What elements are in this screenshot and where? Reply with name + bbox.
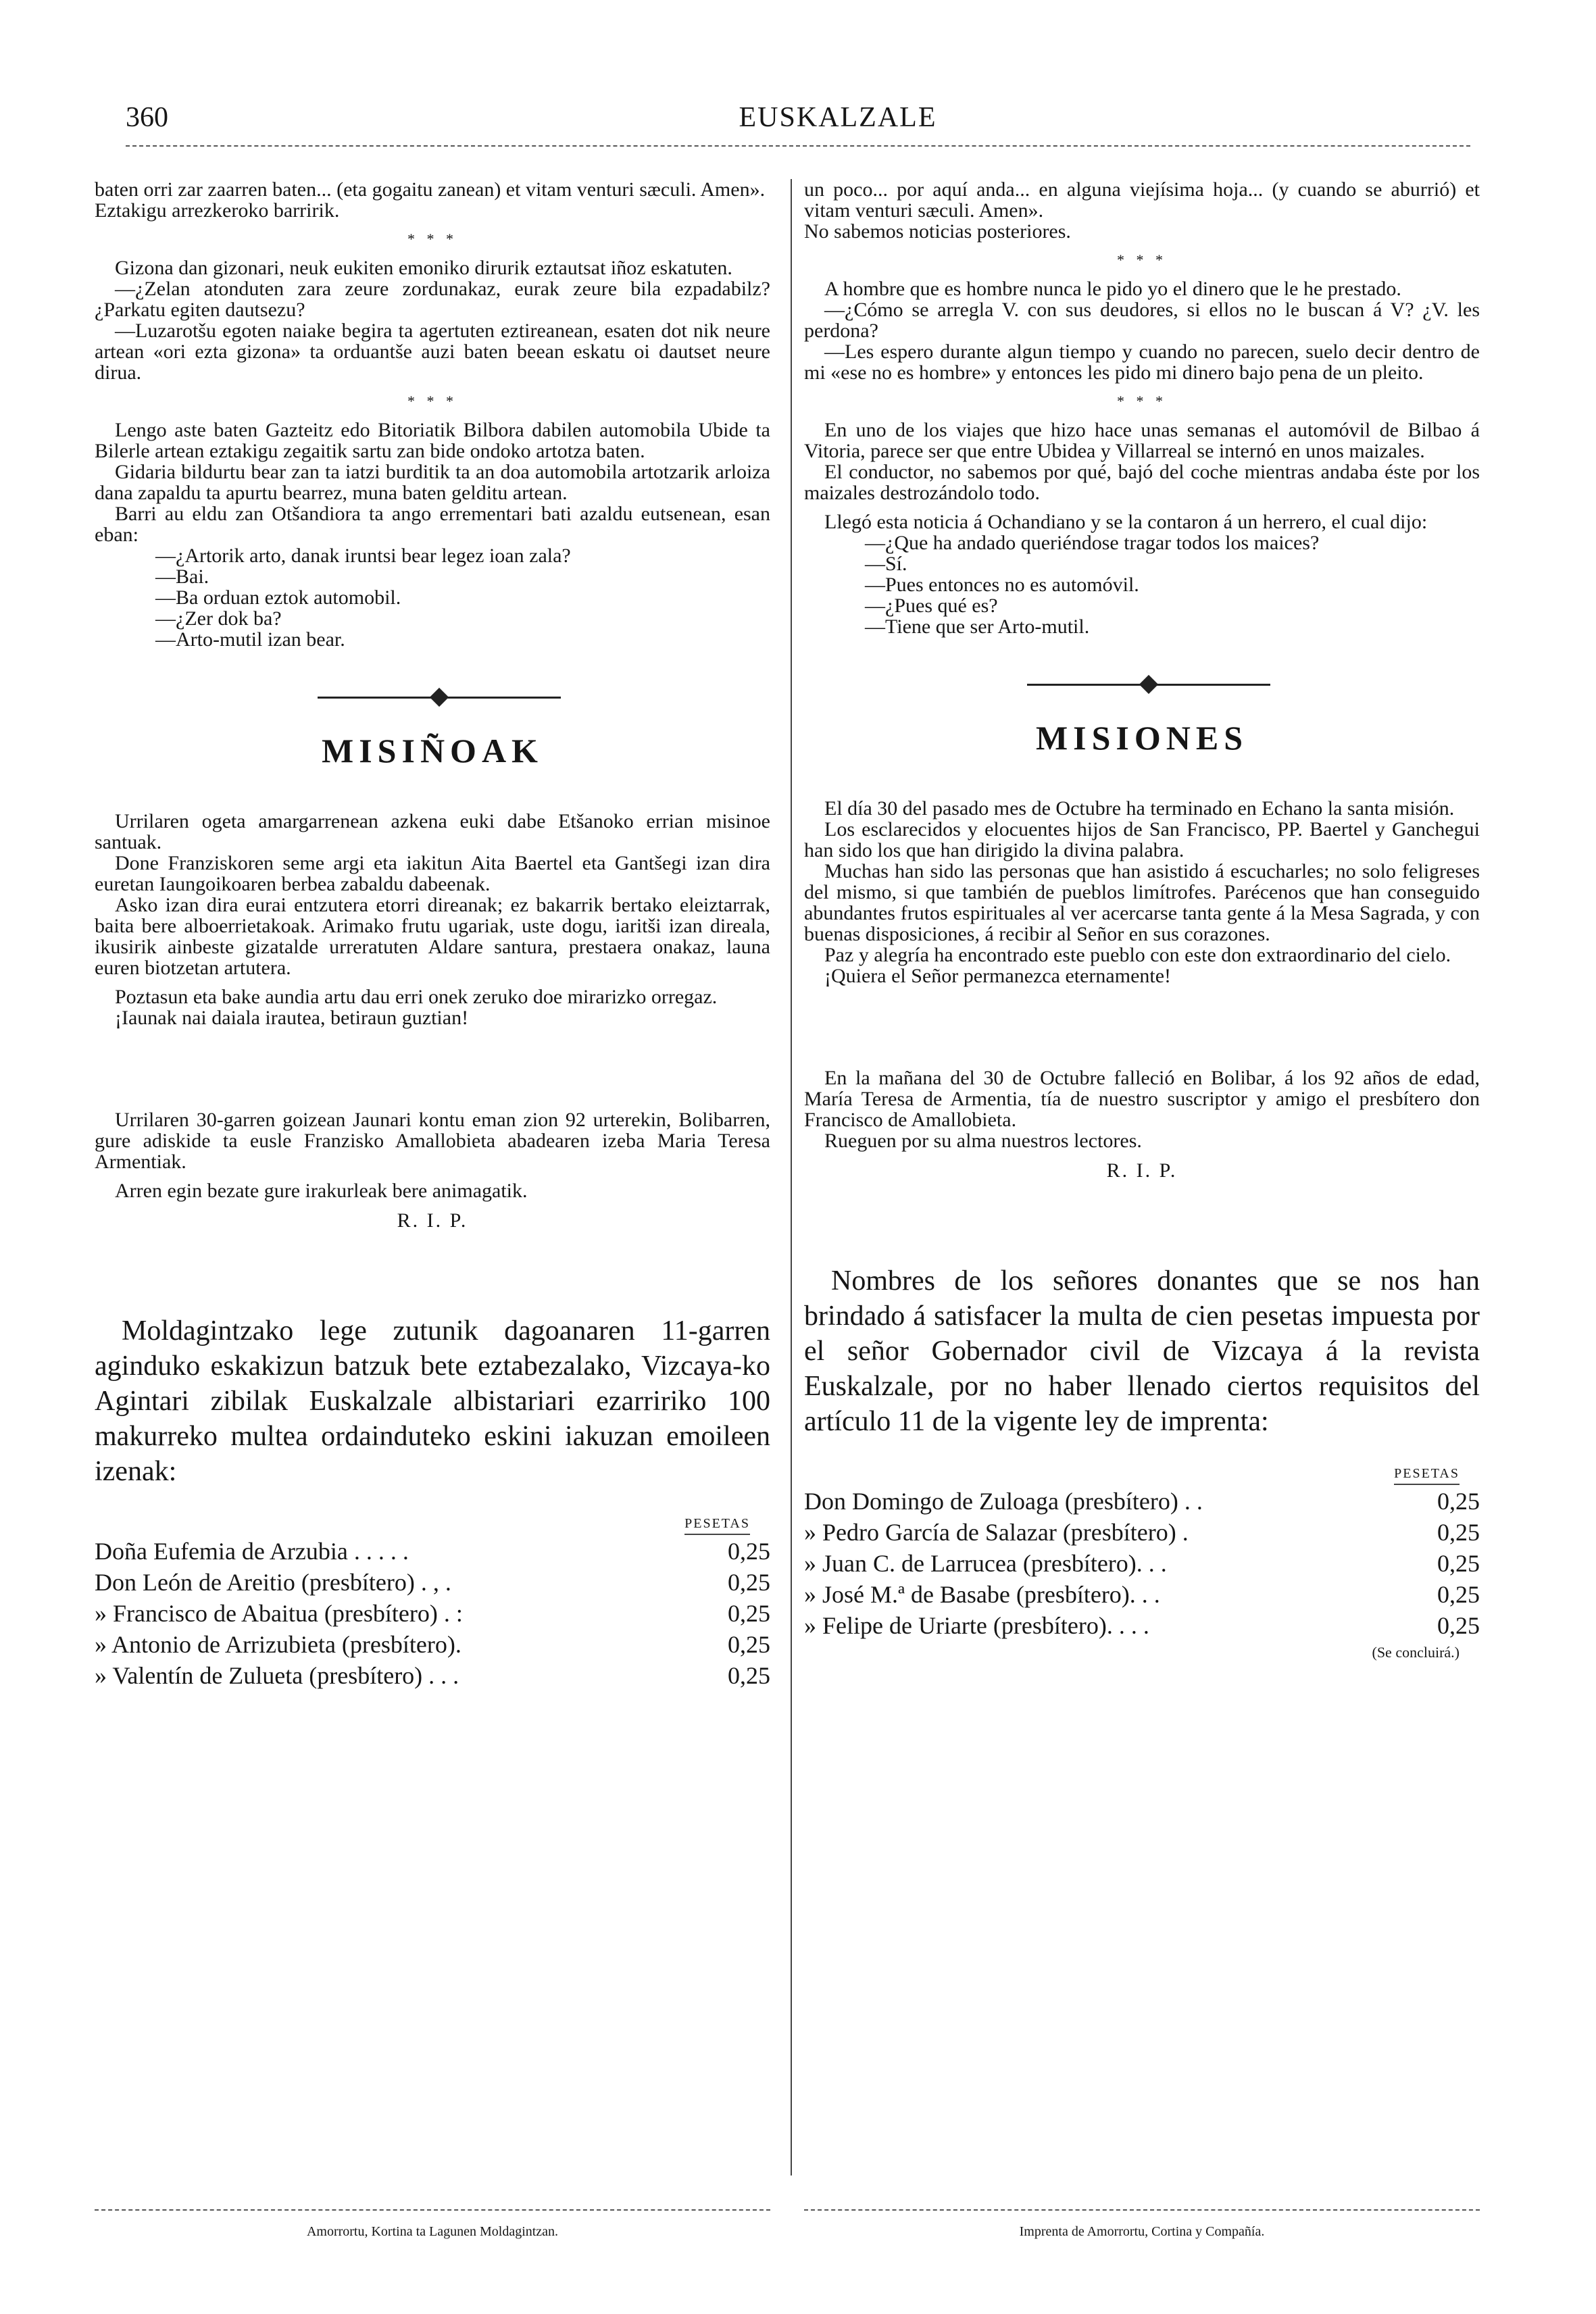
section-stars: * * * — [407, 393, 457, 409]
paragraph: En uno de los viajes que hizo hace unas semanas el automóvil de Bilbao á Vitoria, parece ser que entre Ubidea y Villarreal se internó en unos maizales. — [804, 419, 1480, 462]
dialog-line: —Ba orduan eztok automobil. — [155, 586, 401, 609]
donors-intro: Nombres de los señores donantes que se nos han brindado á satisfacer la multa de cien pesetas impuesta por el señor Gobernador civil de Vizcaya á la revista Euskalzale, por no haber llenado ciertos requisitos del artículo 11 de la vigente ley de imprenta: — [804, 1265, 1480, 1437]
paragraph: Urrilaren ogeta amargarrenean azkena euki dabe Etšanoko errian misinoe santuak. — [95, 810, 770, 853]
paragraph: un poco... por aquí anda... en alguna viejísima hoja... (y cuando se aburrió) et vitam venturi sæculi. Amen». — [804, 178, 1480, 222]
paragraph: baten orri zar zaarren baten... (eta gogaitu zanean) et vitam venturi sæculi. Amen». — [95, 178, 766, 201]
paragraph: Muchas han sido las personas que han asistido á escucharles; no solo feligreses del mismo, si que también de pueblos limítrofes. Parécenos que han conseguido abundantes frutos espirituales al ver acercarse tanta gente á la Mesa Sagrada, y con buenas disposiciones, á recibir al Señor en sus corazones. — [804, 860, 1480, 945]
donor-row: » Juan C. de Larrucea (presbítero). . . 0,25 — [804, 1550, 1480, 1577]
section-stars: * * * — [407, 230, 457, 247]
paragraph: Gizona dan gizonari, neuk eukiten emoniko dirurik eztautsat iñoz eskatuten. — [115, 257, 732, 279]
dialog-line: —Bai. — [155, 565, 209, 588]
paragraph: Llegó esta noticia á Ochandiano y se la contaron á un herrero, el cual dijo: — [824, 511, 1428, 533]
paragraph: No sabemos noticias posteriores. — [804, 220, 1071, 243]
running-head: EUSKALZALE — [739, 102, 937, 133]
ornament-divider — [804, 671, 1480, 698]
donor-row: » Antonio de Arrizubieta (presbítero). 0,25 — [95, 1631, 770, 1658]
dialog-line: —Arto-mutil izan bear. — [155, 628, 345, 651]
page-number: 360 — [126, 102, 168, 133]
dialog-line: —Sí. — [865, 553, 907, 575]
column-divider — [791, 179, 792, 2175]
paragraph: A hombre que es hombre nunca le pido yo el dinero que le he prestado. — [824, 278, 1401, 300]
paragraph: ¡Quiera el Señor permanezca eternamente! — [824, 965, 1172, 987]
dialog-line: —¿Que ha andado queriéndose tragar todos los maices? — [865, 532, 1320, 554]
paragraph: Gidaria bildurtu bear zan ta iatzi burditik ta an doa automobila artotzarik arloiza dana zapaldu ta apurtu bearrez, muna baten gelditu artean. — [95, 461, 770, 504]
paragraph: El conductor, no sabemos por qué, bajó del coche mientras andaba éste por los maizales destrozándolo todo. — [804, 461, 1480, 504]
paragraph: —¿Zelan atonduten zara zeure zordunakaz, eurak zeure bila ezpadabilz? ¿Parkatu egiten dautsezu? — [95, 278, 770, 321]
footer-rule — [95, 2209, 770, 2211]
pesetas-header: PESETAS — [95, 1516, 770, 1532]
paragraph: Eztakigu arrezkeroko barririk. — [95, 199, 340, 222]
dialog-line: —¿Artorik arto, danak iruntsi bear legez ioan zala? — [155, 545, 571, 567]
header-rule — [126, 145, 1470, 147]
ornament-divider — [95, 684, 770, 711]
dialog-line: —Tiene que ser Arto-mutil. — [865, 615, 1090, 638]
donor-row: Don Domingo de Zuloaga (presbítero) . . 0,25 — [804, 1488, 1480, 1515]
paragraph: El día 30 del pasado mes de Octubre ha terminado en Echano la santa misión. — [824, 797, 1455, 820]
donor-row: » Pedro García de Salazar (presbítero) . 0,25 — [804, 1519, 1480, 1546]
printer-imprint: Imprenta de Amorrortu, Cortina y Compañía. — [1019, 2224, 1265, 2239]
pesetas-header: PESETAS — [804, 1466, 1480, 1482]
dialog-line: —¿Zer dok ba? — [155, 607, 282, 630]
paragraph: Paz y alegría ha encontrado este pueblo con este don extraordinario del cielo. — [824, 944, 1451, 966]
donor-row: » Valentín de Zulueta (presbítero) . . . 0,25 — [95, 1662, 770, 1689]
paragraph: Poztasun eta bake aundia artu dau erri onek zeruko doe mirarizko orregaz. — [115, 986, 718, 1008]
paragraph: Lengo aste baten Gazteitz edo Bitoriatik Bilbora dabilen automobila Ubide ta Bilerle artean eztakigu zegaitik sartu zan bide ondoko artotza baten. — [95, 419, 770, 462]
paragraph: Rueguen por su alma nuestros lectores. — [824, 1130, 1142, 1152]
paragraph: —Luzarotšu egoten naiake begira ta agertuten eztireanean, esaten dot nik neure artean «ori ezta gizona» ta orduantše auzi baten beean eskatu oi dautset neure dirua. — [95, 320, 770, 384]
donor-row: » José M.ª de Basabe (presbítero). . . 0,25 — [804, 1581, 1480, 1608]
footer-rule — [804, 2209, 1480, 2211]
donors-intro: Moldagintzako lege zutunik dagoanaren 11-garren aginduko eskakizun batzuk bete eztabezalako, Vizcaya-ko Agintari zibilak Euskalzale albistariari ezarririko 100 makurreko multea ordainduteko eskini iakuzan emoileen izenak: — [95, 1315, 770, 1487]
right-column — [804, 179, 1480, 1661]
printer-imprint: Amorrortu, Kortina ta Lagunen Moldagintzan. — [306, 2224, 559, 2239]
donor-row: Doña Eufemia de Arzubia . . . . . 0,25 — [95, 1538, 770, 1565]
donor-row: » Francisco de Abaitua (presbítero) . : 0,25 — [95, 1600, 770, 1627]
continued-note: (Se concluirá.) — [1372, 1644, 1460, 1661]
paragraph: Arren egin bezate gure irakurleak bere animagatik. — [115, 1180, 528, 1202]
paragraph: —Les espero durante algun tiempo y cuando no parecen, suelo decir dentro de mi «ese no es hombre» y entonces les pido mi dinero bajo pena de un pleito. — [804, 341, 1480, 384]
section-title: MISIONES — [1035, 719, 1249, 757]
dialog-line: —¿Pues qué es? — [865, 595, 998, 617]
obituary: Urrilaren 30-garren goizean Jaunari kontu eman zion 92 urterekin, Bolibarren, gure adiskide ta eusle Franzisko Amallobieta abadearen izeba Maria Teresa Armentiak. — [95, 1109, 770, 1173]
paragraph: Asko izan dira eurai entzutera etorri direanak; ez bakarrik bertako eleiztarrak, baita bere alboerrietakoak. Arimako frutu ugariak, uste dogu, iaritši izan direala, ikusirik ainbeste gizatalde urreratuten Aldare santura, prestaera onakaz, launa euren biotzetan artutera. — [95, 894, 770, 979]
rip-mark: R. I. P. — [1106, 1159, 1178, 1182]
rip-mark: R. I. P. — [397, 1209, 468, 1232]
obituary: En la mañana del 30 de Octubre falleció en Bolibar, á los 92 años de edad, María Teresa de Armentia, tía de nuestro suscriptor y amigo el presbítero don Francisco de Amallobieta. — [804, 1067, 1480, 1131]
section-title: MISIÑOAK — [322, 732, 543, 770]
dialog-line: —Pues entonces no es automóvil. — [865, 574, 1139, 596]
paragraph: Barri au eldu zan Otšandiora ta ango errementari bati azaldu eutsenean, esan eban: — [95, 503, 770, 546]
paragraph: —¿Cómo se arregla V. con sus deudores, si ellos no le buscan á V? ¿V. les perdona? — [804, 299, 1480, 342]
donor-row: » Felipe de Uriarte (presbítero). . . . 0,25 — [804, 1612, 1480, 1639]
section-stars: * * * — [1117, 251, 1167, 268]
left-column — [95, 179, 770, 1691]
paragraph: Done Franziskoren seme argi eta iakitun Aita Baertel eta Gantšegi izan dira euretan Iaungoikoaren berbea zabaldu dabeenak. — [95, 852, 770, 895]
paragraph: ¡Iaunak nai daiala irautea, betiraun guztian! — [115, 1007, 469, 1029]
donor-row: Don León de Areitio (presbítero) . , . 0,25 — [95, 1569, 770, 1596]
section-stars: * * * — [1117, 393, 1167, 409]
paragraph: Los esclarecidos y elocuentes hijos de San Francisco, PP. Baertel y Ganchegui han sido los que han dirigido la divina palabra. — [804, 818, 1480, 861]
